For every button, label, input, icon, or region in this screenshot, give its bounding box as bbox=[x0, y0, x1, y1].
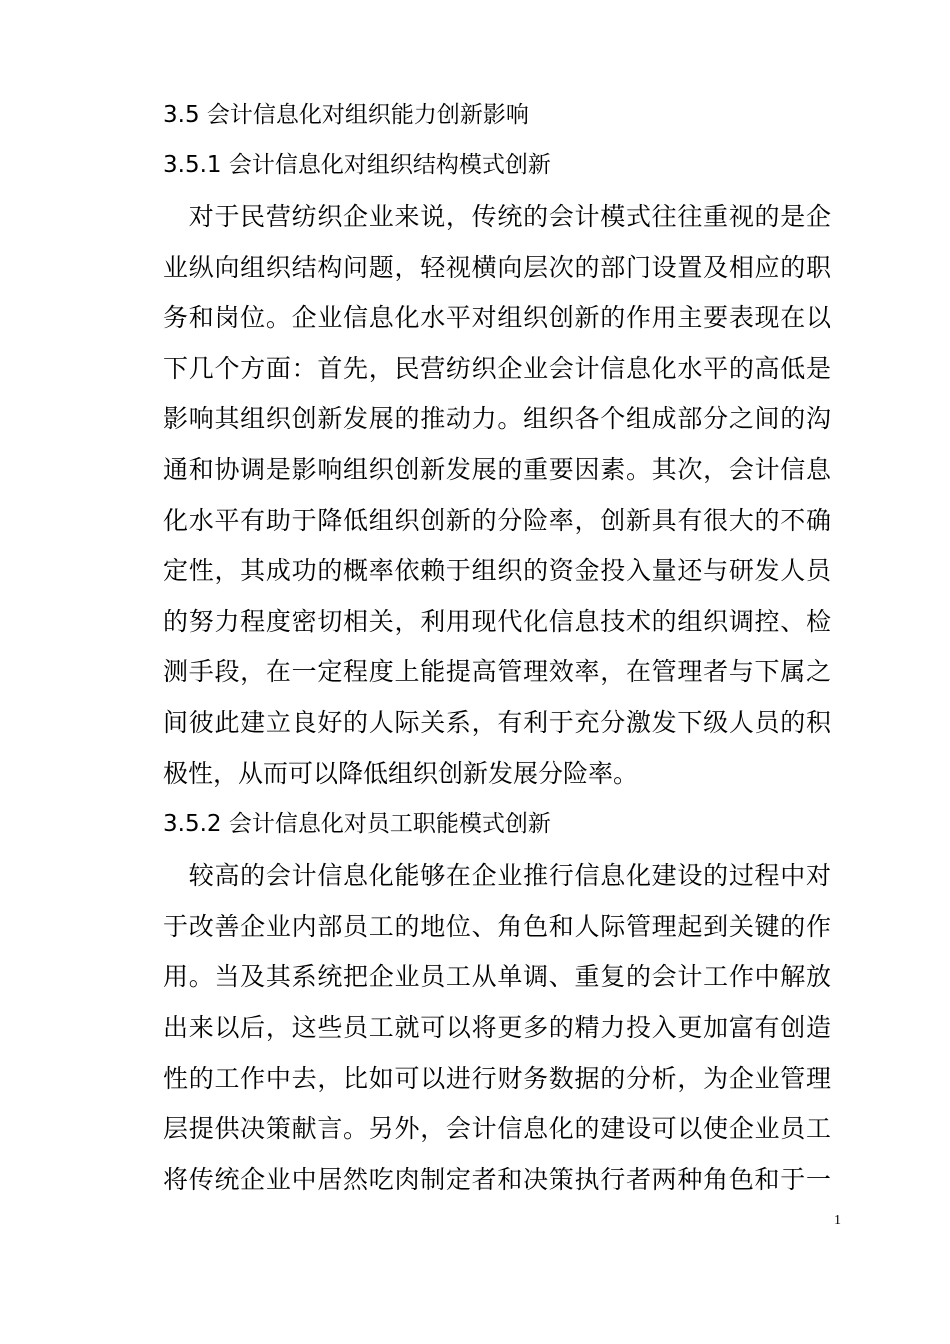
paragraph-line: 用。当及其系统把企业员工从单调、重复的会计工作中解放 bbox=[163, 962, 831, 992]
paragraph-line: 间彼此建立良好的人际关系，有利于充分激发下级人员的积 bbox=[163, 707, 831, 737]
paragraph-organization-structure bbox=[163, 192, 831, 799]
page-number: 1 bbox=[834, 1213, 841, 1228]
paragraph-line: 影响其组织创新发展的推动力。组织各个组成部分之间的沟 bbox=[163, 404, 831, 434]
paragraph-line: 出来以后，这些员工就可以将更多的精力投入更加富有创造 bbox=[163, 1012, 831, 1042]
paragraph-line: 的努力程度密切相关，利用现代化信息技术的组织调控、检 bbox=[163, 606, 831, 636]
paragraph-line: 通和协调是影响组织创新发展的重要因素。其次，会计信息 bbox=[163, 454, 831, 484]
paragraph-line: 测手段，在一定程度上能提高管理效率，在管理者与下属之 bbox=[163, 657, 831, 687]
section-heading-3-5-1: 3.5.1 会计信息化对组织结构模式创新 bbox=[163, 152, 551, 178]
paragraph-line: 较高的会计信息化能够在企业推行信息化建设的过程中对 bbox=[163, 861, 831, 891]
section-heading-3-5: 3.5 会计信息化对组织能力创新影响 bbox=[163, 102, 529, 128]
paragraph-line: 定性，其成功的概率依赖于组织的资金投入量还与研发人员 bbox=[163, 556, 831, 586]
paragraph-employee-function bbox=[163, 851, 831, 1205]
paragraph-line: 性的工作中去，比如可以进行财务数据的分析，为企业管理 bbox=[163, 1063, 831, 1093]
paragraph-line: 业纵向组织结构问题，轻视横向层次的部门设置及相应的职 bbox=[163, 252, 831, 282]
paragraph-line: 极性，从而可以降低组织创新发展分险率。 bbox=[163, 758, 639, 788]
paragraph-line: 化水平有助于降低组织创新的分险率，创新具有很大的不确 bbox=[163, 505, 831, 535]
paragraph-line: 层提供决策献言。另外，会计信息化的建设可以使企业员工 bbox=[163, 1114, 831, 1144]
document-body bbox=[163, 90, 831, 1205]
paragraph-line: 将传统企业中居然吃肉制定者和决策执行者两种角色和于一 bbox=[163, 1164, 831, 1194]
paragraph-line: 于改善企业内部员工的地位、角色和人际管理起到关键的作 bbox=[163, 911, 831, 941]
section-heading-3-5-2: 3.5.2 会计信息化对员工职能模式创新 bbox=[163, 811, 551, 838]
paragraph-line: 务和岗位。企业信息化水平对组织创新的作用主要表现在以 bbox=[163, 303, 831, 333]
paragraph-line: 下几个方面：首先，民营纺织企业会计信息化水平的高低是 bbox=[163, 353, 831, 383]
paragraph-line: 对于民营纺织企业来说，传统的会计模式往往重视的是企 bbox=[163, 202, 831, 231]
